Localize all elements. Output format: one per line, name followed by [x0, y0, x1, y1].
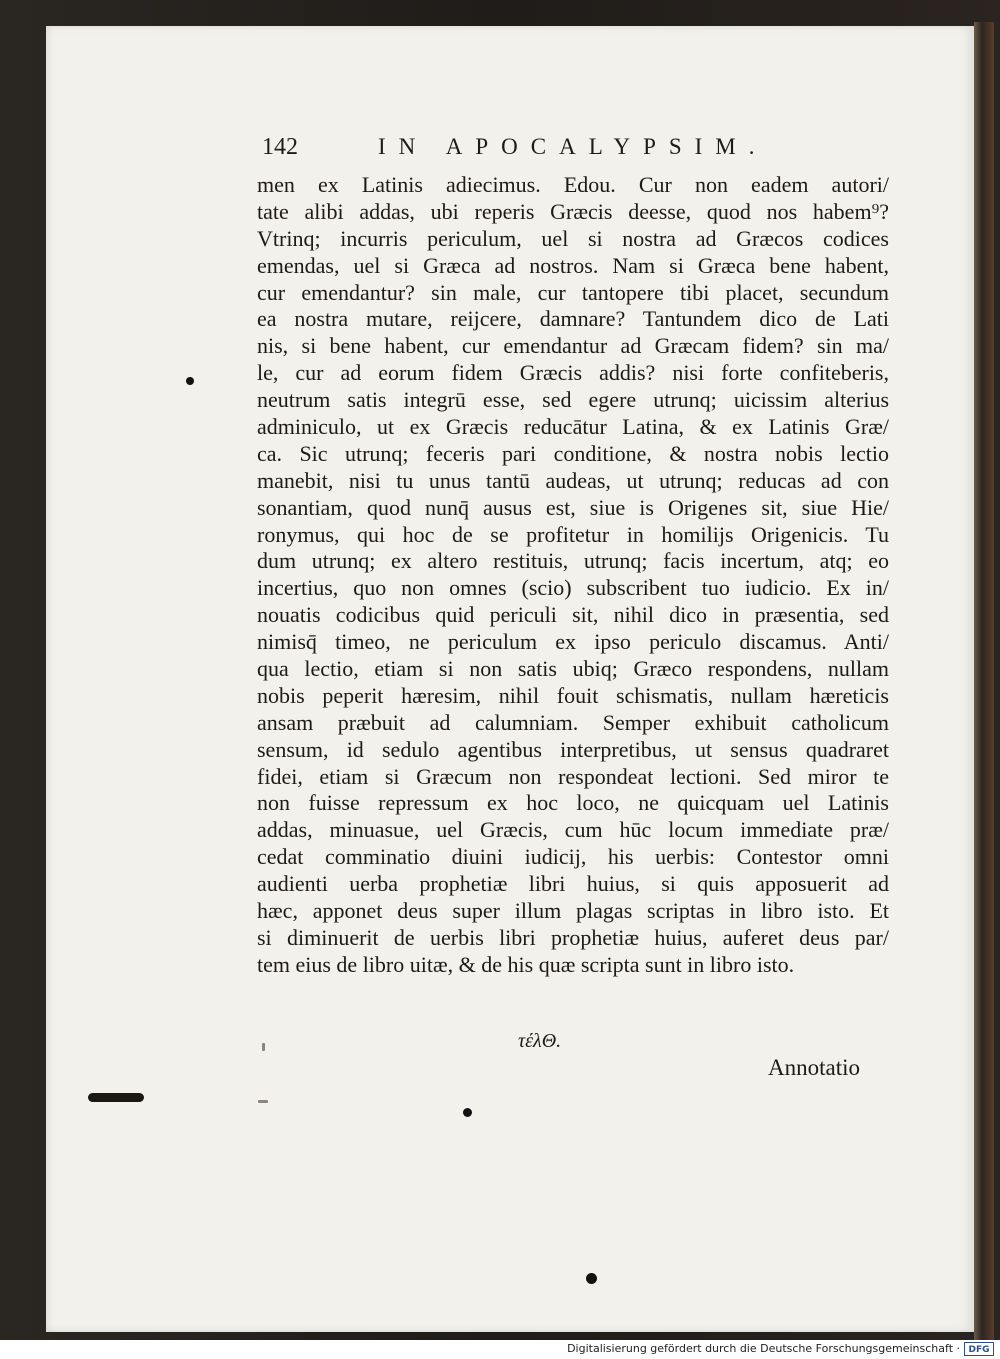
faint-mark [258, 1100, 268, 1103]
text-line: manebit, nisi tu unus tantū audeas, ut utrunq; reducas ad con [257, 467, 889, 493]
text-line: nouatis codicibus quid periculi sit, nihil dico in præsentia, sed [257, 602, 889, 628]
text-line: sensum, id sedulo agentibus interpretibus, ut sensus quadraret [257, 736, 889, 762]
text-line: ansam præbuit ad calumniam. Semper exhibuit catholicum [257, 709, 889, 735]
text-line: audienti uerba prophetiæ libri huius, si quis apposuerit ad [257, 871, 889, 897]
text-line: sonantiam, quod nunq̄ ausus est, siue is Origenes sit, siue Hie/ [257, 494, 889, 520]
body-text [257, 172, 889, 979]
text-line: non fuisse repressum ex hoc loco, ne quicquam uel Latinis [257, 790, 889, 816]
text-line: men ex Latinis adiecimus. Edou. Cur non eadem autori/ [257, 172, 889, 197]
text-line: nis, si bene habent, cur emendantur ad Græcam fidem? sin ma/ [257, 333, 889, 359]
text-line: cedat comminatio diuini iudicij, his uerbis: Contestor omni [257, 844, 889, 870]
text-line: emendas, uel si Græca ad nostros. Nam si Græca bene habent, [257, 252, 889, 278]
dfg-logo-icon: DFG [964, 1342, 994, 1356]
running-header [262, 134, 862, 164]
text-line: adminiculo, ut ex Græcis reducātur Latina, & ex Latinis Græ/ [257, 414, 889, 440]
page-number: 142 [262, 134, 298, 160]
margin-dot [463, 1108, 472, 1117]
digitization-footer [0, 1340, 1000, 1359]
finis-mark: τέλΘ. [518, 1030, 562, 1052]
book-page-edge [974, 22, 994, 1340]
text-line: fidei, etiam si Græcum non respondeat lectioni. Sed miror te [257, 763, 889, 789]
running-title: IN APOCALYPSIM. [378, 134, 768, 159]
text-line: ronymus, qui hoc de se profitetur in homilijs Origenicis. Tu [257, 521, 889, 547]
text-line: ca. Sic utrunq; feceris pari conditione, & nostra nobis lectio [257, 440, 889, 466]
text-line: tem eius de libro uitæ, & de his quæ scripta sunt in libro isto. [257, 951, 795, 977]
text-line: Vtrinq; incurris periculum, uel si nostra ad Græcos codices [257, 225, 889, 251]
faint-mark [262, 1043, 265, 1051]
catchword: Annotatio [768, 1055, 860, 1080]
margin-dot [186, 377, 194, 385]
text-line: hæc, apponet deus super illum plagas scriptas in libro isto. Et [257, 898, 889, 924]
text-line: addas, minuasue, uel Græcis, cum hūc locum immediate præ/ [257, 817, 889, 843]
text-line: incertius, quo non omnes (scio) subscribent tuo iudicio. Ex in/ [257, 575, 889, 601]
text-line: qua lectio, etiam si non satis ubiq; Græco respondens, nullam [257, 656, 889, 682]
text-line: cur emendantur? sin male, cur tantopere tibi placet, secundum [257, 279, 889, 305]
text-line: dum utrunq; ex altero restituis, utrunq; facis incertum, atq; eo [257, 548, 889, 574]
text-line: nimisq̄ timeo, ne periculum ex ipso periculo discamus. Anti/ [257, 629, 889, 655]
text-line: si diminuerit de uerbis libri prophetiæ huius, auferet deus par/ [257, 924, 889, 950]
ink-smudge [88, 1093, 144, 1102]
text-line: ea nostra mutare, reijcere, damnare? Tantundem dico de Lati [257, 306, 889, 332]
text-line: neutrum satis integrū esse, sed egere utrunq; uicissim alterius [257, 387, 889, 413]
text-line: nobis peperit hæresim, nihil fouit schismatis, nullam hæreticis [257, 682, 889, 708]
margin-dot [586, 1273, 597, 1284]
text-line: tate alibi addas, ubi reperis Græcis deesse, quod nos habem⁹? [257, 198, 889, 224]
funding-credit: Digitalisierung gefördert durch die Deutsche Forschungsgemeinschaft · [567, 1342, 960, 1355]
text-line: le, cur ad eorum fidem Græcis addis? nisi forte confiteberis, [257, 360, 889, 386]
